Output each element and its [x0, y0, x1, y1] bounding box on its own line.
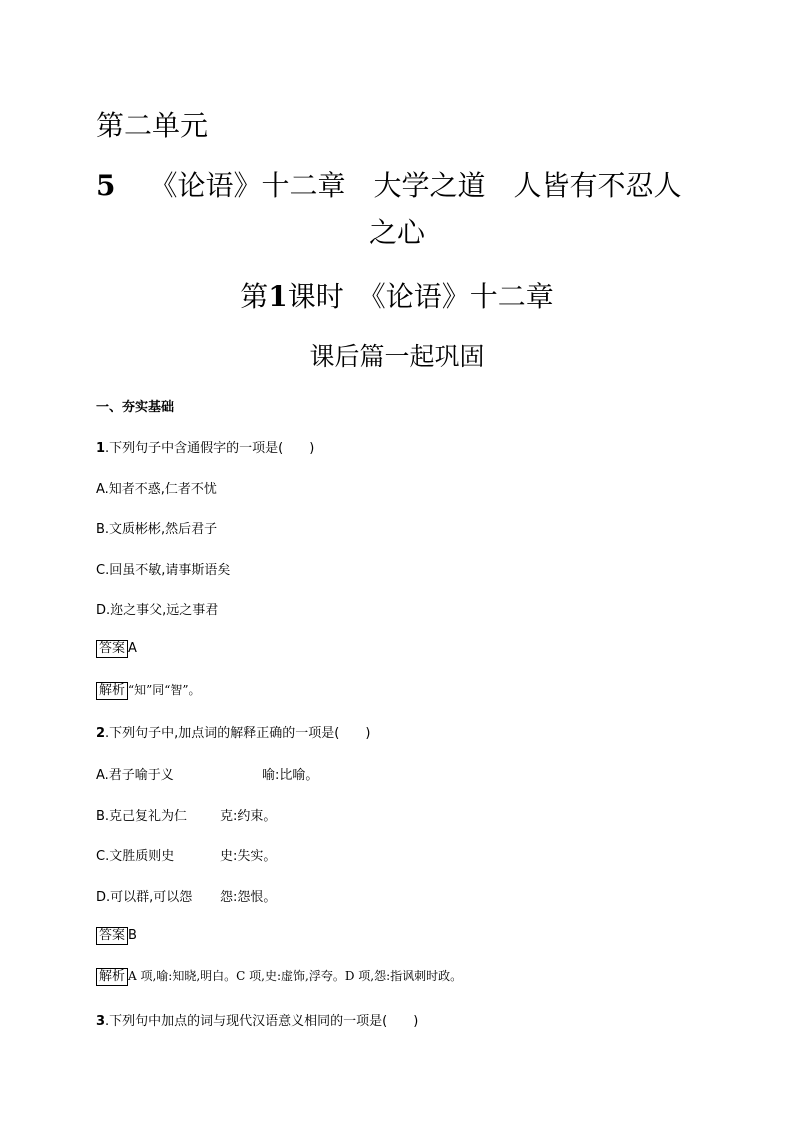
- q3-stem-text: .下列句中加点的词与现代汉语意义相同的一项是( ): [105, 1014, 419, 1029]
- q1-stem-text: .下列句子中含通假字的一项是( ): [105, 441, 315, 456]
- q1-option-b: B.文质彬彬,然后君子: [96, 522, 218, 537]
- q2-stem: [96, 722, 370, 741]
- lesson-title: [96, 164, 706, 204]
- q1-number: 1: [96, 441, 106, 456]
- section-title: 课后篇一起巩固: [309, 342, 485, 371]
- period-number: 1: [268, 280, 288, 313]
- q2-option-c: [96, 845, 396, 864]
- q1-option-d: D.迩之事父,远之事君: [96, 603, 219, 618]
- q2-option-b-text: B.克己复礼为仁: [96, 809, 188, 824]
- q2-option-d-text: D.可以群,可以怨: [96, 890, 193, 905]
- lesson-number: 5: [96, 169, 116, 202]
- q1-option-c: C.回虽不敏,请事斯语矣: [96, 563, 231, 578]
- q3-number: 3: [96, 1014, 106, 1029]
- answer-tag: 答案: [96, 927, 128, 945]
- q2-explain: [96, 967, 462, 986]
- q2-answer: [96, 927, 137, 945]
- q2-option-b-gloss: 克:约束。: [220, 809, 277, 824]
- q1-stem: [96, 437, 314, 456]
- q2-option-d: [96, 886, 396, 905]
- q2-option-a: [96, 764, 396, 783]
- q1-option-a: A.知者不惑,仁者不忧: [96, 482, 217, 497]
- q1-answer-value: A: [128, 641, 137, 656]
- q2-explain-text: A 项,喻:知晓,明白。C 项,史:虚饰,浮夸。D 项,怨:指讽刺时政。: [128, 969, 463, 983]
- q2-number: 2: [96, 726, 106, 741]
- explain-tag: 解析: [96, 968, 128, 986]
- period-suffix: 课时 《论语》十二章: [287, 280, 554, 313]
- lesson-title-line2: 之心: [368, 216, 425, 249]
- q1-answer: [96, 640, 137, 658]
- q2-option-a-gloss: 喻:比喻。: [262, 768, 319, 783]
- q2-option-c-gloss: 史:失实。: [220, 849, 277, 864]
- q2-stem-text: .下列句子中,加点词的解释正确的一项是( ): [105, 726, 371, 741]
- period-title: [0, 275, 794, 315]
- part-heading: 一、夯实基础: [96, 400, 175, 415]
- q1-explain: [96, 681, 201, 700]
- unit-title: 第二单元: [96, 109, 209, 142]
- lesson-title-line1: 《论语》十二章 大学之道 人皆有不忍人: [149, 169, 682, 202]
- q2-option-a-text: A.君子喻于义: [96, 768, 174, 783]
- q2-option-c-text: C.文胜质则史: [96, 849, 175, 864]
- period-prefix: 第: [240, 280, 269, 313]
- q2-answer-value: B: [128, 928, 137, 943]
- q3-stem: [96, 1010, 418, 1029]
- answer-tag: 答案: [96, 640, 128, 658]
- q2-option-b: [96, 805, 396, 824]
- q2-option-d-gloss: 怨:怨恨。: [220, 890, 277, 905]
- q1-explain-text: “知”同“智”。: [128, 683, 201, 697]
- explain-tag: 解析: [96, 682, 128, 700]
